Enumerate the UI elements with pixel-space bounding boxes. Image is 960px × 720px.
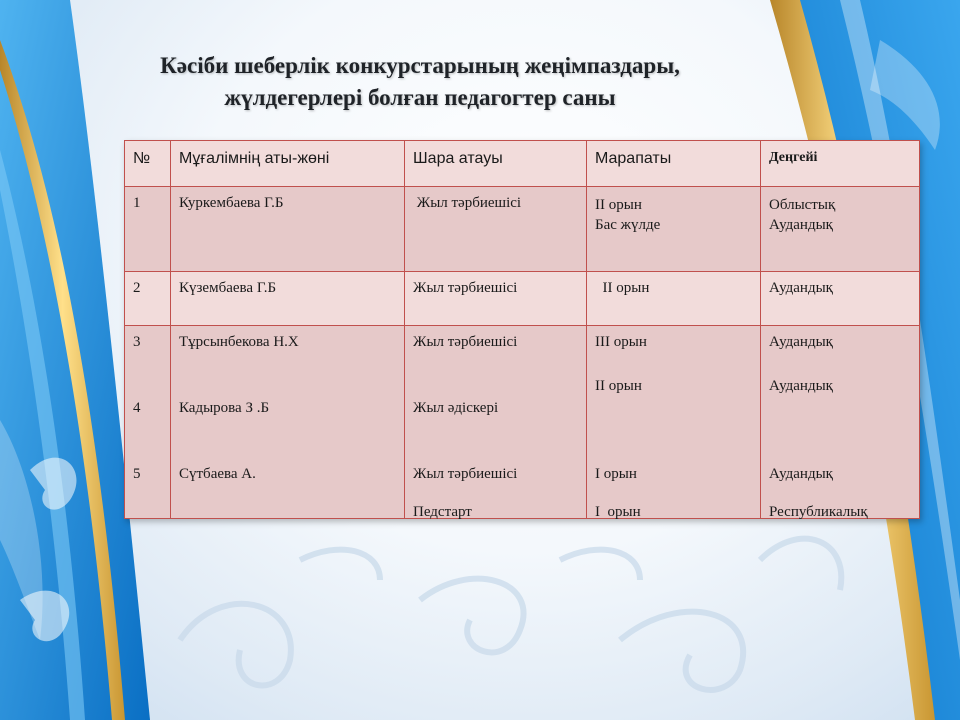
level-text: Аудандық <box>769 466 833 482</box>
award-text: ІІ орын <box>595 197 642 213</box>
header-level: Деңгейі <box>761 141 920 187</box>
cell-event: Жыл тәрбиешісі <box>405 272 587 326</box>
header-number: № <box>125 141 171 187</box>
award-text: І орын <box>595 504 641 520</box>
cell-event <box>405 187 587 272</box>
event-text: Жыл тәрбиешісі <box>413 334 518 350</box>
cell-level <box>761 326 920 519</box>
award-text: І орын <box>595 466 637 482</box>
number-text: 3 <box>133 334 141 350</box>
title-line-1: Кәсіби шеберлік конкурстарының жеңімпаздары, <box>160 53 680 78</box>
slide-title <box>100 50 740 114</box>
header-award: Марапаты <box>587 141 761 187</box>
name-text: Кадырова З .Б <box>179 400 270 416</box>
name-text: Сүтбаева А. <box>179 466 256 482</box>
table-row <box>125 187 920 272</box>
header-event-name: Шара атауы <box>405 141 587 187</box>
cell-award <box>587 187 761 272</box>
event-text: Жыл тәрбиешісі <box>413 195 522 211</box>
event-text: Педстарт <box>413 504 472 520</box>
number-text: 5 <box>133 466 141 482</box>
cell-number: 1 <box>125 187 171 272</box>
award-text: Бас жүлде <box>595 217 661 233</box>
level-text: Облыстық <box>769 197 836 213</box>
level-text: Аудандық <box>769 217 833 233</box>
cell-level <box>761 187 920 272</box>
level-text: Аудандық <box>769 378 833 394</box>
cell-number <box>125 326 171 519</box>
cell-name: Куркембаева Г.Б <box>171 187 405 272</box>
cell-event <box>405 326 587 519</box>
title-line-2: жүлдегерлері болған педагогтер саны <box>224 85 616 110</box>
cell-award <box>587 326 761 519</box>
level-text: Аудандық <box>769 334 833 350</box>
cell-award <box>587 272 761 326</box>
cell-number: 2 <box>125 272 171 326</box>
table-row <box>125 326 920 519</box>
cell-name <box>171 326 405 519</box>
event-text: Жыл тәрбиешісі <box>413 466 518 482</box>
event-text: Жыл әдіскері <box>413 400 499 416</box>
table-row <box>125 272 920 326</box>
name-text: Тұрсынбекова Н.Х <box>179 334 299 350</box>
award-text: ІІ орын <box>595 280 650 296</box>
level-text: Республикалық <box>769 504 868 520</box>
cell-name: Күзембаева Г.Б <box>171 272 405 326</box>
awards-table <box>124 140 920 519</box>
award-text: ІІІ орын <box>595 334 647 350</box>
table-header-row <box>125 141 920 187</box>
award-text: ІІ орын <box>595 378 642 394</box>
number-text: 4 <box>133 400 141 416</box>
header-teacher-name: Мұғалімнің аты-жөні <box>171 141 405 187</box>
cell-level: Аудандық <box>761 272 920 326</box>
